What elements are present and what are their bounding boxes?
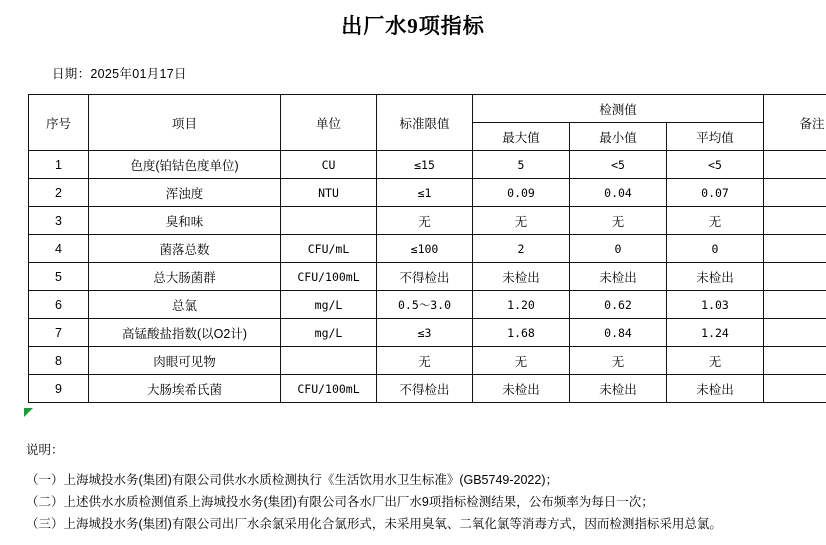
cell-min: <5: [570, 151, 667, 179]
page-title: 出厂水9项指标: [0, 10, 826, 40]
cell-limit: 0.5～3.0: [377, 291, 473, 319]
cell-note: [764, 375, 826, 403]
column-header-min: 最小值: [570, 123, 667, 151]
table-row: [29, 347, 826, 375]
cell-limit: 不得检出: [377, 375, 473, 403]
cell-note: [764, 319, 826, 347]
cell-item: 浑浊度: [89, 179, 281, 207]
cell-avg: 1.24: [667, 319, 764, 347]
column-header-detect-group: 检测值: [473, 95, 764, 123]
notes-title: 说明：: [26, 439, 826, 461]
cell-limit: 无: [377, 207, 473, 235]
note-line: （一）上海城投水务(集团)有限公司供水水质检测执行《生活饮用水卫生标准》(GB5749-2022)；: [26, 469, 826, 491]
column-header-unit: 单位: [281, 95, 377, 151]
cell-note: [764, 207, 826, 235]
cell-seq: 5: [29, 263, 89, 291]
water-quality-table: [28, 94, 826, 403]
cell-unit: mg/L: [281, 291, 377, 319]
cell-item: 高锰酸盐指数(以O2计): [89, 319, 281, 347]
cell-seq: 7: [29, 319, 89, 347]
cell-avg: 0.07: [667, 179, 764, 207]
column-header-note: 备注: [764, 95, 826, 151]
column-header-seq: 序号: [29, 95, 89, 151]
table-row: [29, 319, 826, 347]
cell-min: 无: [570, 347, 667, 375]
cell-max: 0.09: [473, 179, 570, 207]
cell-unit: CFU/100mL: [281, 263, 377, 291]
cell-avg: 未检出: [667, 375, 764, 403]
cell-max: 未检出: [473, 263, 570, 291]
cell-note: [764, 263, 826, 291]
cell-seq: 6: [29, 291, 89, 319]
cell-max: 无: [473, 207, 570, 235]
note-line: （二）上述供水水质检测值系上海城投水务(集团)有限公司各水厂出厂水9项指标检测结果，公布频率为每日一次；: [26, 491, 826, 513]
cell-min: 0.04: [570, 179, 667, 207]
cell-item: 总氯: [89, 291, 281, 319]
cell-note: [764, 179, 826, 207]
cell-item: 大肠埃希氏菌: [89, 375, 281, 403]
cell-min: 0.84: [570, 319, 667, 347]
cell-note: [764, 291, 826, 319]
cell-avg: 未检出: [667, 263, 764, 291]
cell-seq: 2: [29, 179, 89, 207]
table-row: [29, 375, 826, 403]
cell-note: [764, 151, 826, 179]
cell-max: 2: [473, 235, 570, 263]
cell-unit: NTU: [281, 179, 377, 207]
table-row: [29, 291, 826, 319]
cell-avg: 0: [667, 235, 764, 263]
table-row: [29, 207, 826, 235]
cell-avg: 无: [667, 207, 764, 235]
cell-avg: <5: [667, 151, 764, 179]
cell-avg: 1.03: [667, 291, 764, 319]
table-row: [29, 263, 826, 291]
cell-item: 臭和味: [89, 207, 281, 235]
cell-unit: CFU/100mL: [281, 375, 377, 403]
cell-seq: 4: [29, 235, 89, 263]
column-header-avg: 平均值: [667, 123, 764, 151]
cell-min: 未检出: [570, 263, 667, 291]
cell-max: 1.68: [473, 319, 570, 347]
cell-max: 5: [473, 151, 570, 179]
column-header-max: 最大值: [473, 123, 570, 151]
cell-seq: 8: [29, 347, 89, 375]
cell-max: 无: [473, 347, 570, 375]
table-row: [29, 179, 826, 207]
column-header-limit: 标准限值: [377, 95, 473, 151]
document-page: [0, 10, 826, 545]
green-triangle-marker-icon: [24, 408, 33, 417]
cell-item: 肉眼可见物: [89, 347, 281, 375]
cell-note: [764, 235, 826, 263]
column-header-item: 项目: [89, 95, 281, 151]
table-row: [29, 151, 826, 179]
cell-min: 无: [570, 207, 667, 235]
cell-seq: 9: [29, 375, 89, 403]
cell-limit: ≤15: [377, 151, 473, 179]
cell-unit: CFU/mL: [281, 235, 377, 263]
table-row: [29, 235, 826, 263]
cell-unit: [281, 207, 377, 235]
cell-item: 总大肠菌群: [89, 263, 281, 291]
cell-unit: mg/L: [281, 319, 377, 347]
cell-item: 菌落总数: [89, 235, 281, 263]
notes-section: [26, 439, 826, 535]
report-date: 日期：2025年01月17日: [52, 64, 826, 82]
note-line: （三）上海城投水务(集团)有限公司出厂水余氯采用化合氯形式，未采用臭氧、二氧化氯等消毒方式，因而检测指标采用总氯。: [26, 513, 826, 535]
cell-limit: ≤3: [377, 319, 473, 347]
cell-seq: 3: [29, 207, 89, 235]
cell-unit: CU: [281, 151, 377, 179]
cell-seq: 1: [29, 151, 89, 179]
cell-limit: ≤100: [377, 235, 473, 263]
table-header-row-1: [29, 95, 826, 123]
cell-avg: 无: [667, 347, 764, 375]
cell-limit: ≤1: [377, 179, 473, 207]
cell-limit: 不得检出: [377, 263, 473, 291]
cell-max: 1.20: [473, 291, 570, 319]
cell-min: 未检出: [570, 375, 667, 403]
cell-min: 0: [570, 235, 667, 263]
cell-unit: [281, 347, 377, 375]
cell-max: 未检出: [473, 375, 570, 403]
cell-min: 0.62: [570, 291, 667, 319]
cell-limit: 无: [377, 347, 473, 375]
cell-note: [764, 347, 826, 375]
cell-item: 色度(铂钴色度单位): [89, 151, 281, 179]
